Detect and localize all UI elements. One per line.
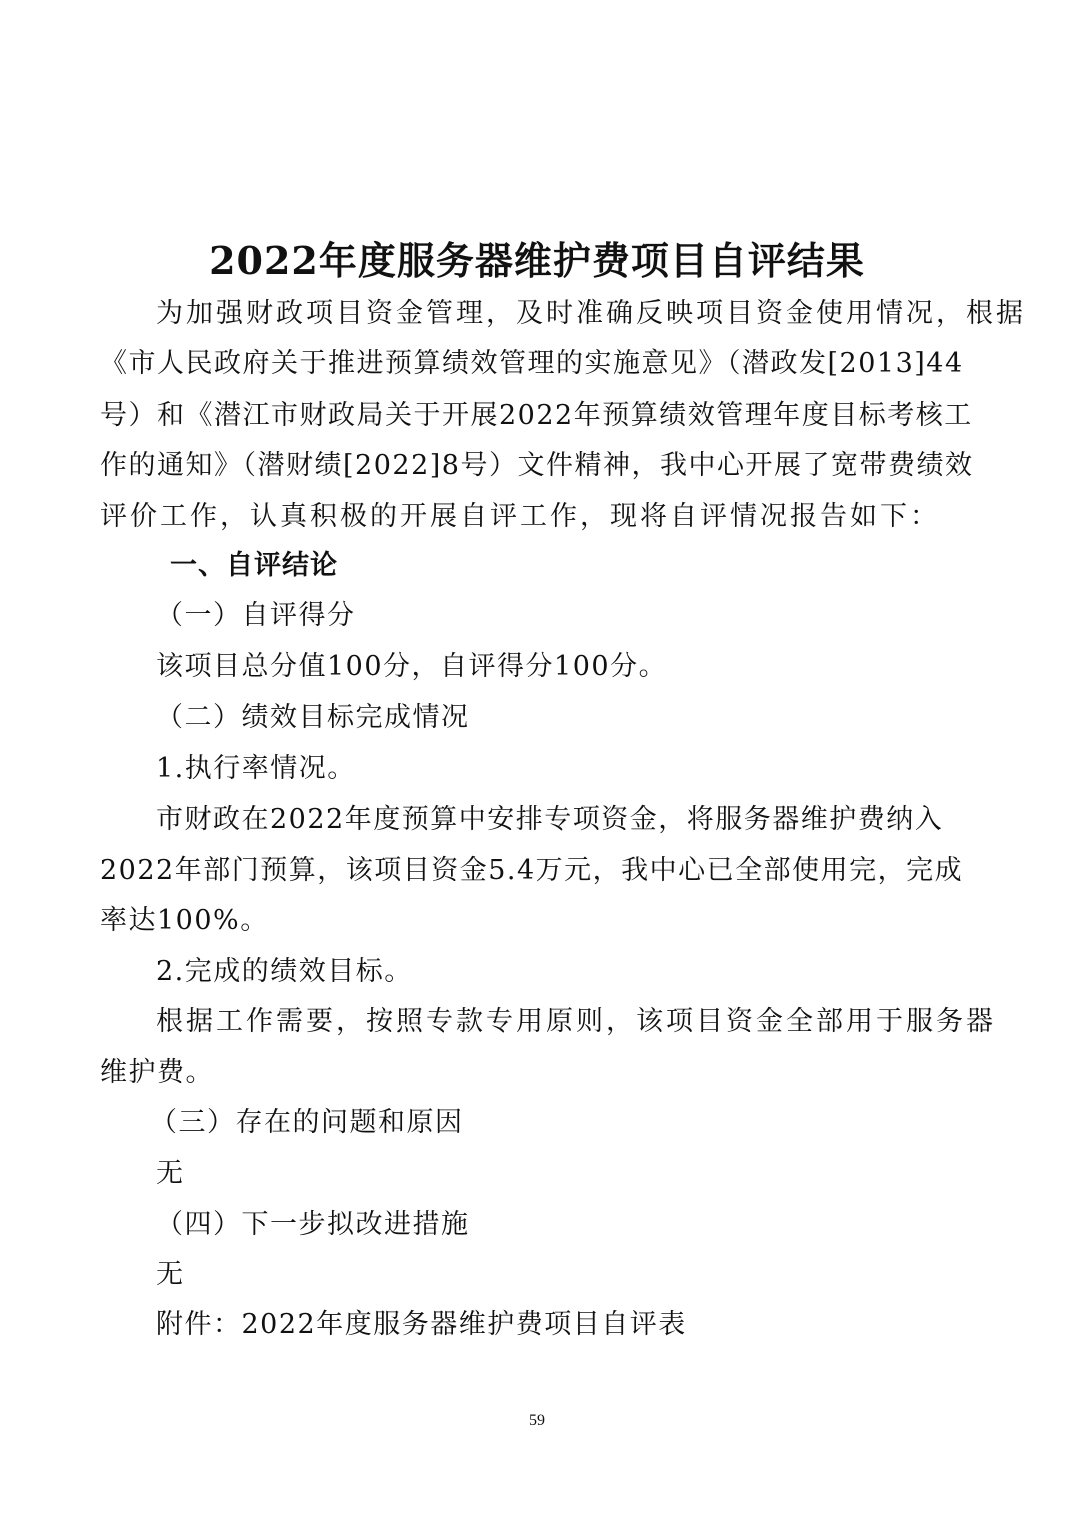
- goals-line-1: 根据工作需要，按照专款专用原则，该项目资金全部用于服务器: [156, 1006, 996, 1037]
- subheading-problems: （三）存在的问题和原因: [150, 1107, 464, 1138]
- page-number: 59: [529, 1412, 545, 1429]
- improvements-text: 无: [156, 1259, 185, 1290]
- intro-line-5: 评价工作，认真积极的开展自评工作，现将自评情况报告如下：: [100, 501, 940, 532]
- intro-line-1: 为加强财政项目资金管理，及时准确反映项目资金使用情况，根据: [156, 298, 1026, 329]
- section-heading-conclusion: 一、自评结论: [170, 550, 338, 581]
- subheading-performance: （二）绩效目标完成情况: [156, 702, 470, 733]
- score-text: 该项目总分值100分，自评得分100分。: [156, 651, 668, 682]
- item-execution-rate-heading: 1.执行率情况。: [156, 753, 356, 784]
- attachment-line: 附件：2022年度服务器维护费项目自评表: [156, 1309, 687, 1340]
- document-title: 2022年度服务器维护费项目自评结果: [209, 238, 865, 283]
- execution-rate-line-3: 率达100%。: [100, 905, 269, 936]
- execution-rate-line-1: 市财政在2022年度预算中安排专项资金，将服务器维护费纳入: [156, 804, 944, 835]
- goals-line-2: 维护费。: [100, 1057, 214, 1088]
- intro-line-2: 《市人民政府关于推进预算绩效管理的实施意见》（潜政发[2013]44: [100, 348, 964, 379]
- problems-text: 无: [156, 1158, 185, 1189]
- item-goals-heading: 2.完成的绩效目标。: [156, 956, 413, 987]
- subheading-improvements: （四）下一步拟改进措施: [156, 1209, 470, 1240]
- intro-line-4: 作的通知》（潜财绩[2022]8号）文件精神，我中心开展了宽带费绩效: [100, 450, 974, 481]
- subheading-score: （一）自评得分: [156, 600, 356, 631]
- execution-rate-line-2: 2022年部门预算，该项目资金5.4万元，我中心已全部使用完，完成: [100, 855, 964, 886]
- intro-line-3: 号）和《潜江市财政局关于开展2022年预算绩效管理年度目标考核工: [100, 400, 973, 431]
